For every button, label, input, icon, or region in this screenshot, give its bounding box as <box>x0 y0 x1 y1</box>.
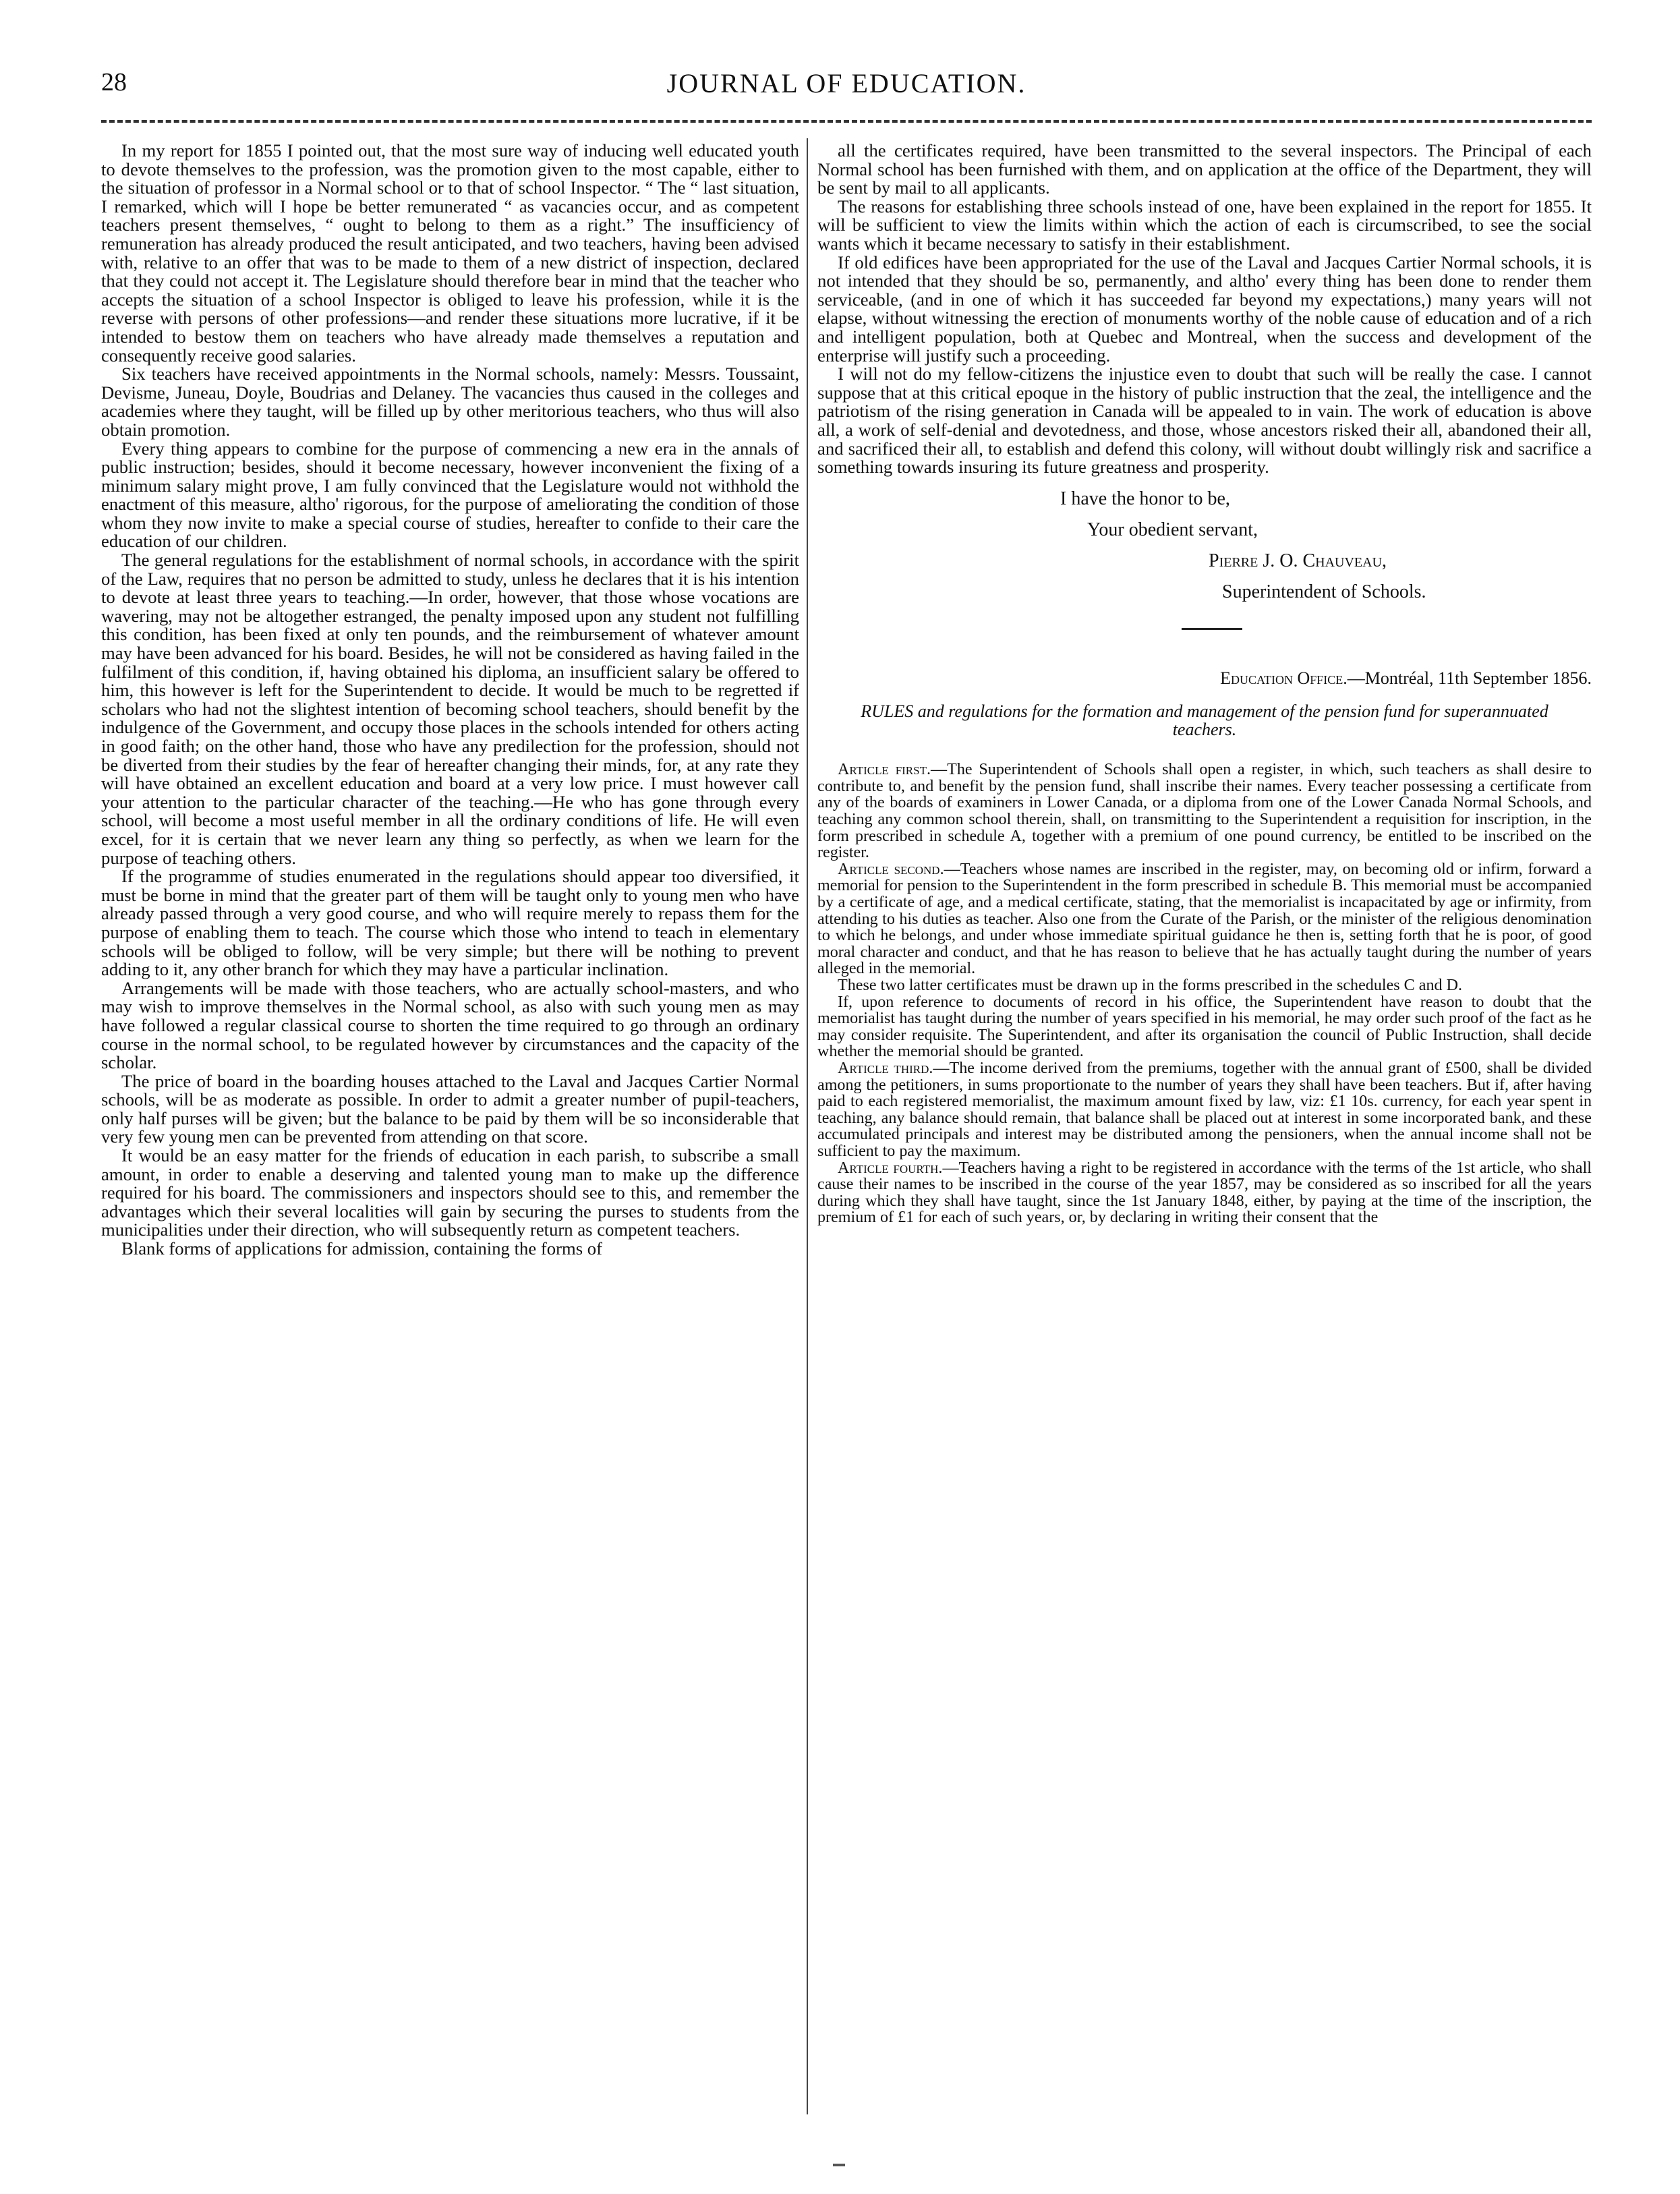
signature: Pierre J. O. Chauveau, <box>1209 550 1387 571</box>
closing-line: I have the honor to be, <box>1060 488 1230 509</box>
article-text: —The Superintendent of Schools shall open a register, in which, such teachers as shall desire to contribute to, and benefit by the pension fund, shall inscribe their names. Every teacher possessing a certificate from any of the boards of examiners in Lower Canada, or a diploma from one of the Lower Canada Normal Schools, and teaching any common school therein, shall, on transmitting to the Superintendent a requisition for inscription, in the form prescribed in schedule A, together with a premium of one pound currency, be entitled to be inscribed on the register. <box>817 761 1592 862</box>
article <box>817 1160 1592 1226</box>
header-rule <box>101 120 1592 123</box>
printer-mark <box>833 2164 845 2166</box>
paragraph: Arrangements will be made with those teachers, who are actually school-masters, and who may wish to improve themselves in the Normal school, as also with such young men as may have followed a regular classical course to shorten the time required to go through an ordinary course in the normal school, to be regulated however by circumstances and the capacity of the scholar. <box>101 977 799 1073</box>
section-separator <box>1182 628 1242 630</box>
paragraph: all the certificates required, have been transmitted to the several inspectors. The Principal of each Normal school has been furnished with them, and on application at the office of the Department, they will be sent by mail to all applicants. <box>817 140 1592 198</box>
paragraph: The price of board in the boarding houses attached to the Laval and Jacques Cartier Normal schools, will be as moderate as possible. In order to admit a greater number of pupil-teachers, only half purses will be given; but the balance to be paid by them will be so inconsiderable that very few young men can be prevented from attending on that score. <box>101 1070 799 1147</box>
closing-line: Your obedient servant, <box>1087 519 1258 540</box>
article <box>817 977 1592 994</box>
letter-closing <box>817 484 1592 608</box>
article-label: Article third. <box>838 1059 933 1077</box>
article <box>817 1060 1592 1160</box>
office-dateline <box>817 669 1592 688</box>
page-number: 28 <box>101 68 127 96</box>
paragraph: The reasons for establishing three schools instead of one, have been explained in the report for 1855. It will be sufficient to view the limits within which the action of each is circumscribed, to see the social wants which it became necessary to satisfy in their establishment. <box>817 196 1592 254</box>
paragraph: It would be an easy matter for the friends of education in each parish, to subscribe a small amount, in order to enable a deserving and talented young man to make up the difference required for his board. The commissioners and inspectors should see to this, and remember the advantages which their several localities will gain by securing the purses to students from the municipalities under their direction, who will subsequently return as competent teachers. <box>101 1145 799 1240</box>
article <box>817 994 1592 1060</box>
article-label: Article fourth. <box>838 1159 943 1177</box>
page-header <box>101 67 1592 108</box>
paragraph: In my report for 1855 I pointed out, that the most sure way of inducing well educated youth to devote themselves to the profession, was the promotion given to the most capable, either to the situation of professor in a Normal school or to that of school Inspector. “ The “ last situation, I remarked, which will I hope be better remunerated “ as vacancies occur, and as competent teachers present themselves, “ ought to belong to them as a right.” The insufficiency of remuneration has already produced the result anticipated, and two teachers, having been advised with, relative to an offer that was to be made to them of a new district of inspection, declared that they could not accept it. The Legislature should therefore bear in mind that the teacher who accepts the situation of a school Inspector is obliged to leave his profession, while it is the reverse with persons of other professions—and render these situations more lucrative, if it be intended to bestow them on teachers who have already made themselves a reputation and consequently receive good salaries. <box>101 140 799 366</box>
left-column <box>101 142 799 1259</box>
paragraph: Blank forms of applications for admission, containing the forms of <box>121 1238 603 1259</box>
article-text: These two latter certificates must be drawn up in the forms prescribed in the schedules C and D. <box>838 977 1462 994</box>
paragraph: I will not do my fellow-citizens the injustice even to doubt that such will be really the case. I cannot suppose that at this critical epoque in the history of public instruction that the zeal, the intelligence and the patriotism of the rising generation in Canada will be appealed to in vain. The work of education is above all, a work of self-denial and devotedness, and those, whose ancestors risked their all, abandoned their all, and sacrificed their all, to establish and defend this colony, will without doubt willingly risk and sacrifice a something towards insuring its future greatness and prosperity. <box>817 364 1592 478</box>
signature-title: Superintendent of Schools. <box>1222 581 1426 602</box>
article-text: —Teachers whose names are inscribed in the register, may, on becoming old or infirm, forward a memorial for pension to the Superintendent in the form prescribed in schedule B. This memorial must be accompanied by a certificate of age, and a medical certificate, stating, that the memorialist is incapacitated by age or infirmity, from attending to his duties as teacher. Also one from the Curate of the Parish, or the minister of the religious denomination to which he belongs, and under whose immediate spiritual guidance he then is, setting forth that he is poor, of good moral character and conduct, and that he has reason to believe that he has actually taught during the number of years alleged in the memorial. <box>817 860 1592 978</box>
article-label: Article second. <box>838 860 944 878</box>
rules-articles <box>817 761 1592 1226</box>
article-label: Article first. <box>838 761 931 779</box>
paragraph: Every thing appears to combine for the purpose of commencing a new era in the annals of public instruction; besides, should it become necessary, however inconvenient the fixing of a minimum salary might prove, I am fully convinced that the Legislature would not withhold the enactment of this measure, altho' rigorous, for the purpose of ameliorating the condition of those whom they now invite to make a special course of studies, hereafter to confide to their care the education of our children. <box>101 438 799 552</box>
rules-title-lead: RULES <box>861 701 914 722</box>
office-label: Education Office. <box>1220 668 1348 688</box>
paragraph: The general regulations for the establishment of normal schools, in accordance with the spirit of the Law, requires that no person be admitted to study, unless he declares that it is his intention to devote at least three years to teaching.—In order, however, that those whose vocations are wavering, may not be altogether estranged, the penalty imposed upon any student not fulfilling this condition, has been fixed at only ten pounds, and the reimbursement of whatever amount may have been advanced for his board. Besides, he will not be considered as having failed in the fulfilment of this condition, if, having obtained his diploma, an insufficient salary be offered to him, this however is left for the Superintendent to decide. It would be much to be regretted if scholars who had not the slightest intention of becoming school teachers, should benefit by the indulgence of the Government, and occupy those places in the schools intended for others acting in good faith; on the other hand, those who have any predilection for the profession, should not be diverted from their studies by the fear of hereafter changing their minds, for, at any rate they will have obtained an excellent education and board at a very low price. I must however call your attention to the particular character of the teaching.—He who has gone through every school, will become a most useful member in all the ordinary conditions of life. He will even excel, for it is certain that we never learn any thing so perfectly, as when we learn for the purpose of teaching others. <box>101 550 799 868</box>
office-date: —Montréal, 11th September 1856. <box>1347 668 1592 688</box>
journal-title: JOURNAL OF EDUCATION. <box>666 68 1026 98</box>
article-text: If, upon reference to documents of record in his office, the Superintendent have reason to doubt that the memorialist has taught during the number of years specified in his memorial, he may order such proof of the fact as he may consider requisite. The Superintendent, and after its organisation the council of Public Instruction, shall decide whether the memorial should be granted. <box>817 993 1592 1061</box>
paragraph: If old edifices have been appropriated for the use of the Laval and Jacques Cartier Normal schools, it is not intended that they should be so, permanently, and altho' every thing has been done to render them serviceable, (and in one of which it has succeeded far beyond my expectations,) many years will not elapse, without witnessing the erection of monuments worthy of the noble cause of education and of a rich and intelligent population, both at Quebec and Montreal, when the success and development of the enterprise will justify such a proceeding. <box>817 252 1592 366</box>
right-column <box>817 142 1592 1226</box>
rules-title-rest: and regulations for the formation and management of the pension fund for superannuated teachers. <box>913 701 1548 740</box>
paragraph: Six teachers have received appointments in the Normal schools, namely: Messrs. Toussaint, Devisme, Juneau, Doyle, Boudrias and Delaney. The vacancies thus caused in the colleges and academies where they taught, will be filled up by other meritorious teachers, who thus will also obtain promotion. <box>101 364 799 440</box>
article <box>817 761 1592 861</box>
article <box>817 861 1592 977</box>
article-text: —Teachers having a right to be registered in accordance with the terms of the 1st article, who shall cause their names to be inscribed in the course of the year 1857, may be considered as so inscribed for all the years during which they shall have taught, since the 1st January 1848, either, by paying at the time of the inscription, the premium of £1 for each of such years, or, by declaring in writing their consent that the <box>817 1159 1592 1227</box>
paragraph: If the programme of studies enumerated in the regulations should appear too diversified, it must be borne in mind that the greater part of them will be taught only to young men who have already passed through a very good course, and who will require merely to repass them for the purpose of enabling them to teach. The course which those who intend to teach in elementary schools will be obliged to follow, will be very simple; but there will be nothing to prevent adding to it, any other branch for which they may have a particular inclination. <box>101 866 799 980</box>
article-text: —The income derived from the premiums, together with the annual grant of £500, shall be divided among the petitioners, in sums proportionate to the number of years they shall have been teachers. But if, after having paid to each registered memorialist, the maximum amount fixed by law, viz: £1 10s. currency, for each year spent in teaching, any balance should remain, that balance shall be placed out at interest in some incorporated bank, and these accumulated principals and interest may be distributed among the pensioners, when the annual income shall not be sufficient to pay the maximum. <box>817 1059 1592 1160</box>
column-divider <box>807 138 808 2114</box>
rules-title <box>838 702 1571 739</box>
